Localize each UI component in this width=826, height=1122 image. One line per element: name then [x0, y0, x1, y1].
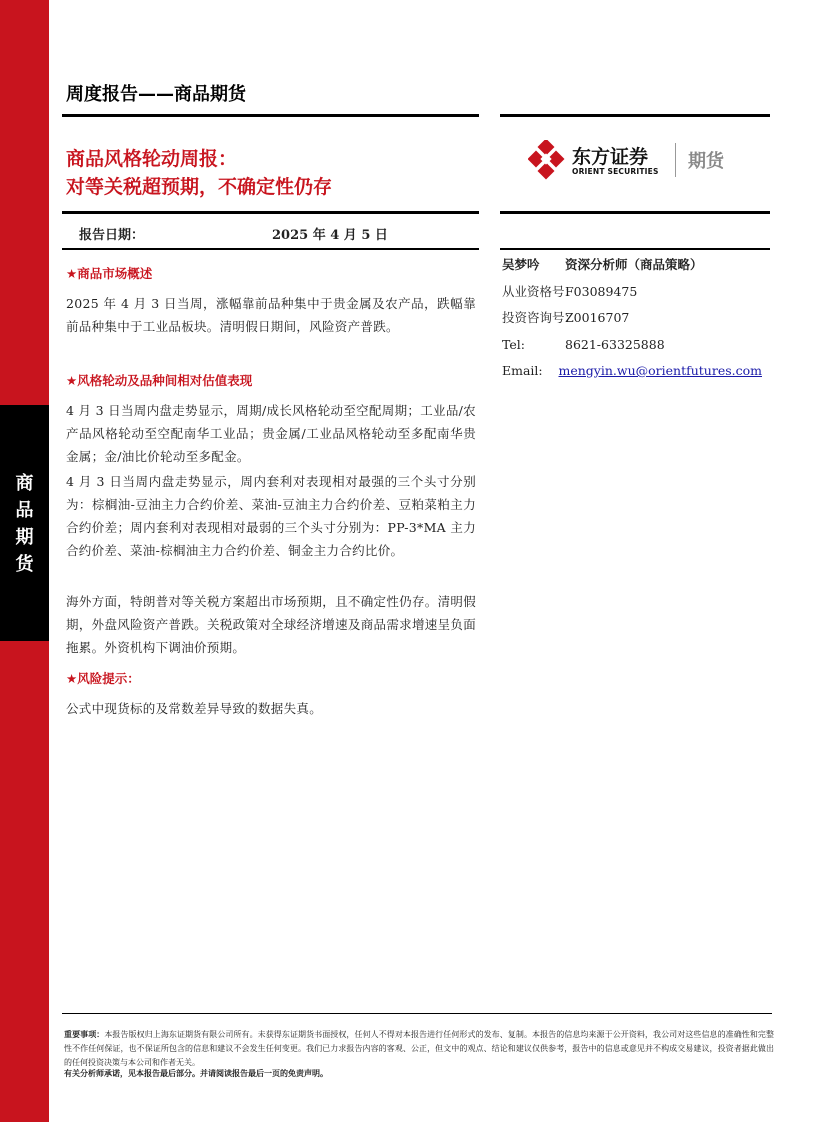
report-date-value: 2025 年 4 月 5 日	[272, 228, 388, 243]
footer-divider	[62, 1013, 772, 1014]
side-label-char: 货	[15, 554, 34, 575]
logo-subtitle: 期货	[688, 151, 724, 172]
side-label-char: 品	[15, 500, 34, 521]
section-heading-risk: ★风险提示：	[66, 671, 140, 686]
analyst-name: 吴梦吟	[502, 257, 540, 272]
side-label	[0, 470, 49, 578]
analyst-row-value: F03089475	[565, 283, 638, 299]
divider	[62, 114, 479, 117]
side-label-char: 期	[15, 527, 34, 548]
divider	[500, 114, 770, 117]
analyst-row-label: 投资咨询号：	[502, 310, 578, 325]
analyst-title: 资深分析师（商品策略）	[565, 257, 703, 272]
paragraph: 海外方面，特朗普对等关税方案超出市场预期，且不确定性仍存。清明假期，外盘风险资产普跌。关税政策对全球经济增速及商品需求增速呈负面拖累。外资机构下调油价预期。	[66, 594, 476, 655]
logo-divider	[675, 143, 676, 177]
disclaimer-label: 重要事项：	[64, 1029, 105, 1039]
divider	[62, 211, 479, 214]
analyst-email-row	[502, 358, 762, 385]
report-date-label: 报告日期：	[79, 228, 145, 243]
analyst-row-value: Z0016707	[565, 310, 630, 325]
analyst-row	[502, 305, 762, 332]
orient-securities-logo-icon	[528, 140, 568, 180]
section-heading-market-overview: ★商品市场概述	[66, 266, 153, 281]
divider	[500, 211, 770, 214]
analyst-row-label: 从业资格号：	[502, 283, 578, 299]
analyst-info	[502, 252, 762, 385]
logo-name-en: ORIENT SECURITIES	[572, 167, 659, 176]
paragraph: 公式中现货标的及常数差异导致的数据失真。	[66, 701, 323, 716]
divider	[62, 248, 479, 250]
analyst-row-value: 8621-63325888	[565, 336, 665, 352]
paragraph: 2025 年 4 月 3 日当周，涨幅靠前品种集中于贵金属及农产品，跌幅靠前品种集中于工业品板块。清明假日期间，风险资产普跌。	[66, 296, 476, 334]
disclaimer-text: 本报告版权归上海东证期货有限公司所有。未获得东证期货书面授权，任何人不得对本报告进行任何形式的发布、复制。本报告的信息均来源于公开资料，我公司对这些信息的准确性和完整性不作任何保证，也不保证所包含的信息和建议不会发生任何变更。我们已力求报告内容的客观、公正，但文中的观点、结论和建议仅供参考，报告中的信息或意见并不构成交易建议，投资者据此做出的任何投资决策与本公司和作者无关。	[64, 1030, 775, 1067]
analyst-commitment-note: 有关分析师承诺，见本报告最后部分。并请阅读报告最后一页的免责声明。	[64, 1068, 328, 1078]
side-label-char: 商	[15, 473, 34, 494]
analyst-row	[502, 279, 762, 306]
analyst-row-label: Tel:	[502, 336, 525, 352]
disclaimer	[64, 1027, 774, 1070]
report-type: 周度报告——商品期货	[66, 84, 246, 105]
section-heading-style-rotation: ★风格轮动及品种间相对估值表现	[66, 373, 253, 388]
divider	[500, 248, 770, 250]
logo-name-cn: 东方证券	[572, 146, 649, 168]
report-title-line1: 商品风格轮动周报：	[66, 148, 238, 170]
report-title-line2: 对等关税超预期，不确定性仍存	[66, 176, 333, 198]
paragraph: 4 月 3 日当周内盘走势显示，周内套利对表现相对最强的三个头寸分别为：棕榈油-豆油主力合约价差、菜油-豆油主力合约价差、豆粕菜粕主力合约价差；周内套利对表现相对最弱的三个头寸分别为：PP-3*MA 主力合约价差、菜油-棕榈油主力合约价差、铜金主力合约比价。	[66, 474, 476, 558]
analyst-email-label: Email:	[502, 363, 543, 378]
analyst-row	[502, 332, 762, 359]
analyst-name-row	[502, 252, 762, 279]
paragraph: 4 月 3 日当周内盘走势显示，周期/成长风格轮动至空配周期；工业品/农产品风格轮动至空配南华工业品；贵金属/工业品风格轮动至多配南华贵金属；金/油比价轮动至多配金。	[66, 403, 476, 464]
analyst-email-link[interactable]: mengyin.wu@orientfutures.com	[558, 363, 762, 378]
